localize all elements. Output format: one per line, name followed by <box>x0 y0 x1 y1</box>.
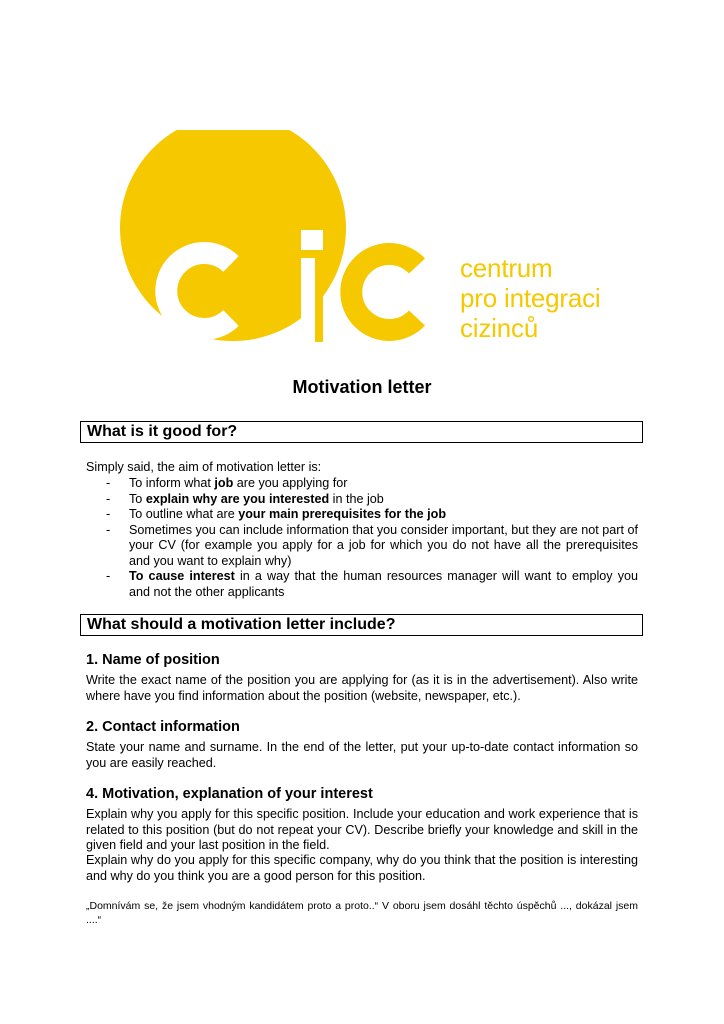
list-item: - To cause interest in a way that the human resources manager will want to employ you and not the other applicants <box>106 569 638 599</box>
subheading-name-of-position: 1. Name of position <box>86 652 220 668</box>
intro-text: Simply said, the aim of motivation letter is: <box>86 460 322 474</box>
list-item: - To explain why are you interested in the job <box>106 491 384 506</box>
logo-line: centrum <box>460 253 553 283</box>
example-quote: „Domnívám se, že jsem vhodným kandidátem proto a proto..“ V oboru jsem dosáhl těchto úspěchů ..., dokázal jsem ....“ <box>86 900 638 926</box>
paragraph: Explain why you apply for this specific position. Include your education and work experience that is related to this position (but do not repeat your CV). Describe briefly your knowledge and skill in the given field and your last position in the field. <box>86 807 638 852</box>
subheading-contact-information: 2. Contact information <box>86 719 240 735</box>
list-item: - Sometimes you can include information that you consider important, but they are not part of your CV (for example you apply for a job for which you do not have all the prerequisites and you want to explain why) <box>106 522 638 568</box>
logo-wordmark <box>460 253 600 343</box>
logo-line: pro integraci <box>460 283 601 313</box>
logo-line: cizinců <box>460 313 539 343</box>
page-title: Motivation letter <box>292 377 432 397</box>
section-heading-box: What should a motivation letter include? <box>80 614 643 636</box>
aims-list <box>86 476 638 600</box>
paragraph: State your name and surname. In the end of the letter, put your up-to-date contact information so you are easily reached. <box>86 740 638 770</box>
subheading-motivation: 4. Motivation, explanation of your interest <box>86 786 373 802</box>
list-item: - To outline what are your main prerequisites for the job <box>106 507 447 521</box>
list-item: - To inform what job are you applying for <box>106 476 348 490</box>
paragraph: Explain why do you apply for this specific company, why do you think that the position is interesting and why do you think you are a good person for this position. <box>86 853 638 883</box>
paragraph: Write the exact name of the position you are applying for (as it is in the advertisement). Also write where have you find information about the position (website, newspaper, etc.). <box>86 673 638 703</box>
section-heading-box: What is it good for? <box>80 421 643 443</box>
